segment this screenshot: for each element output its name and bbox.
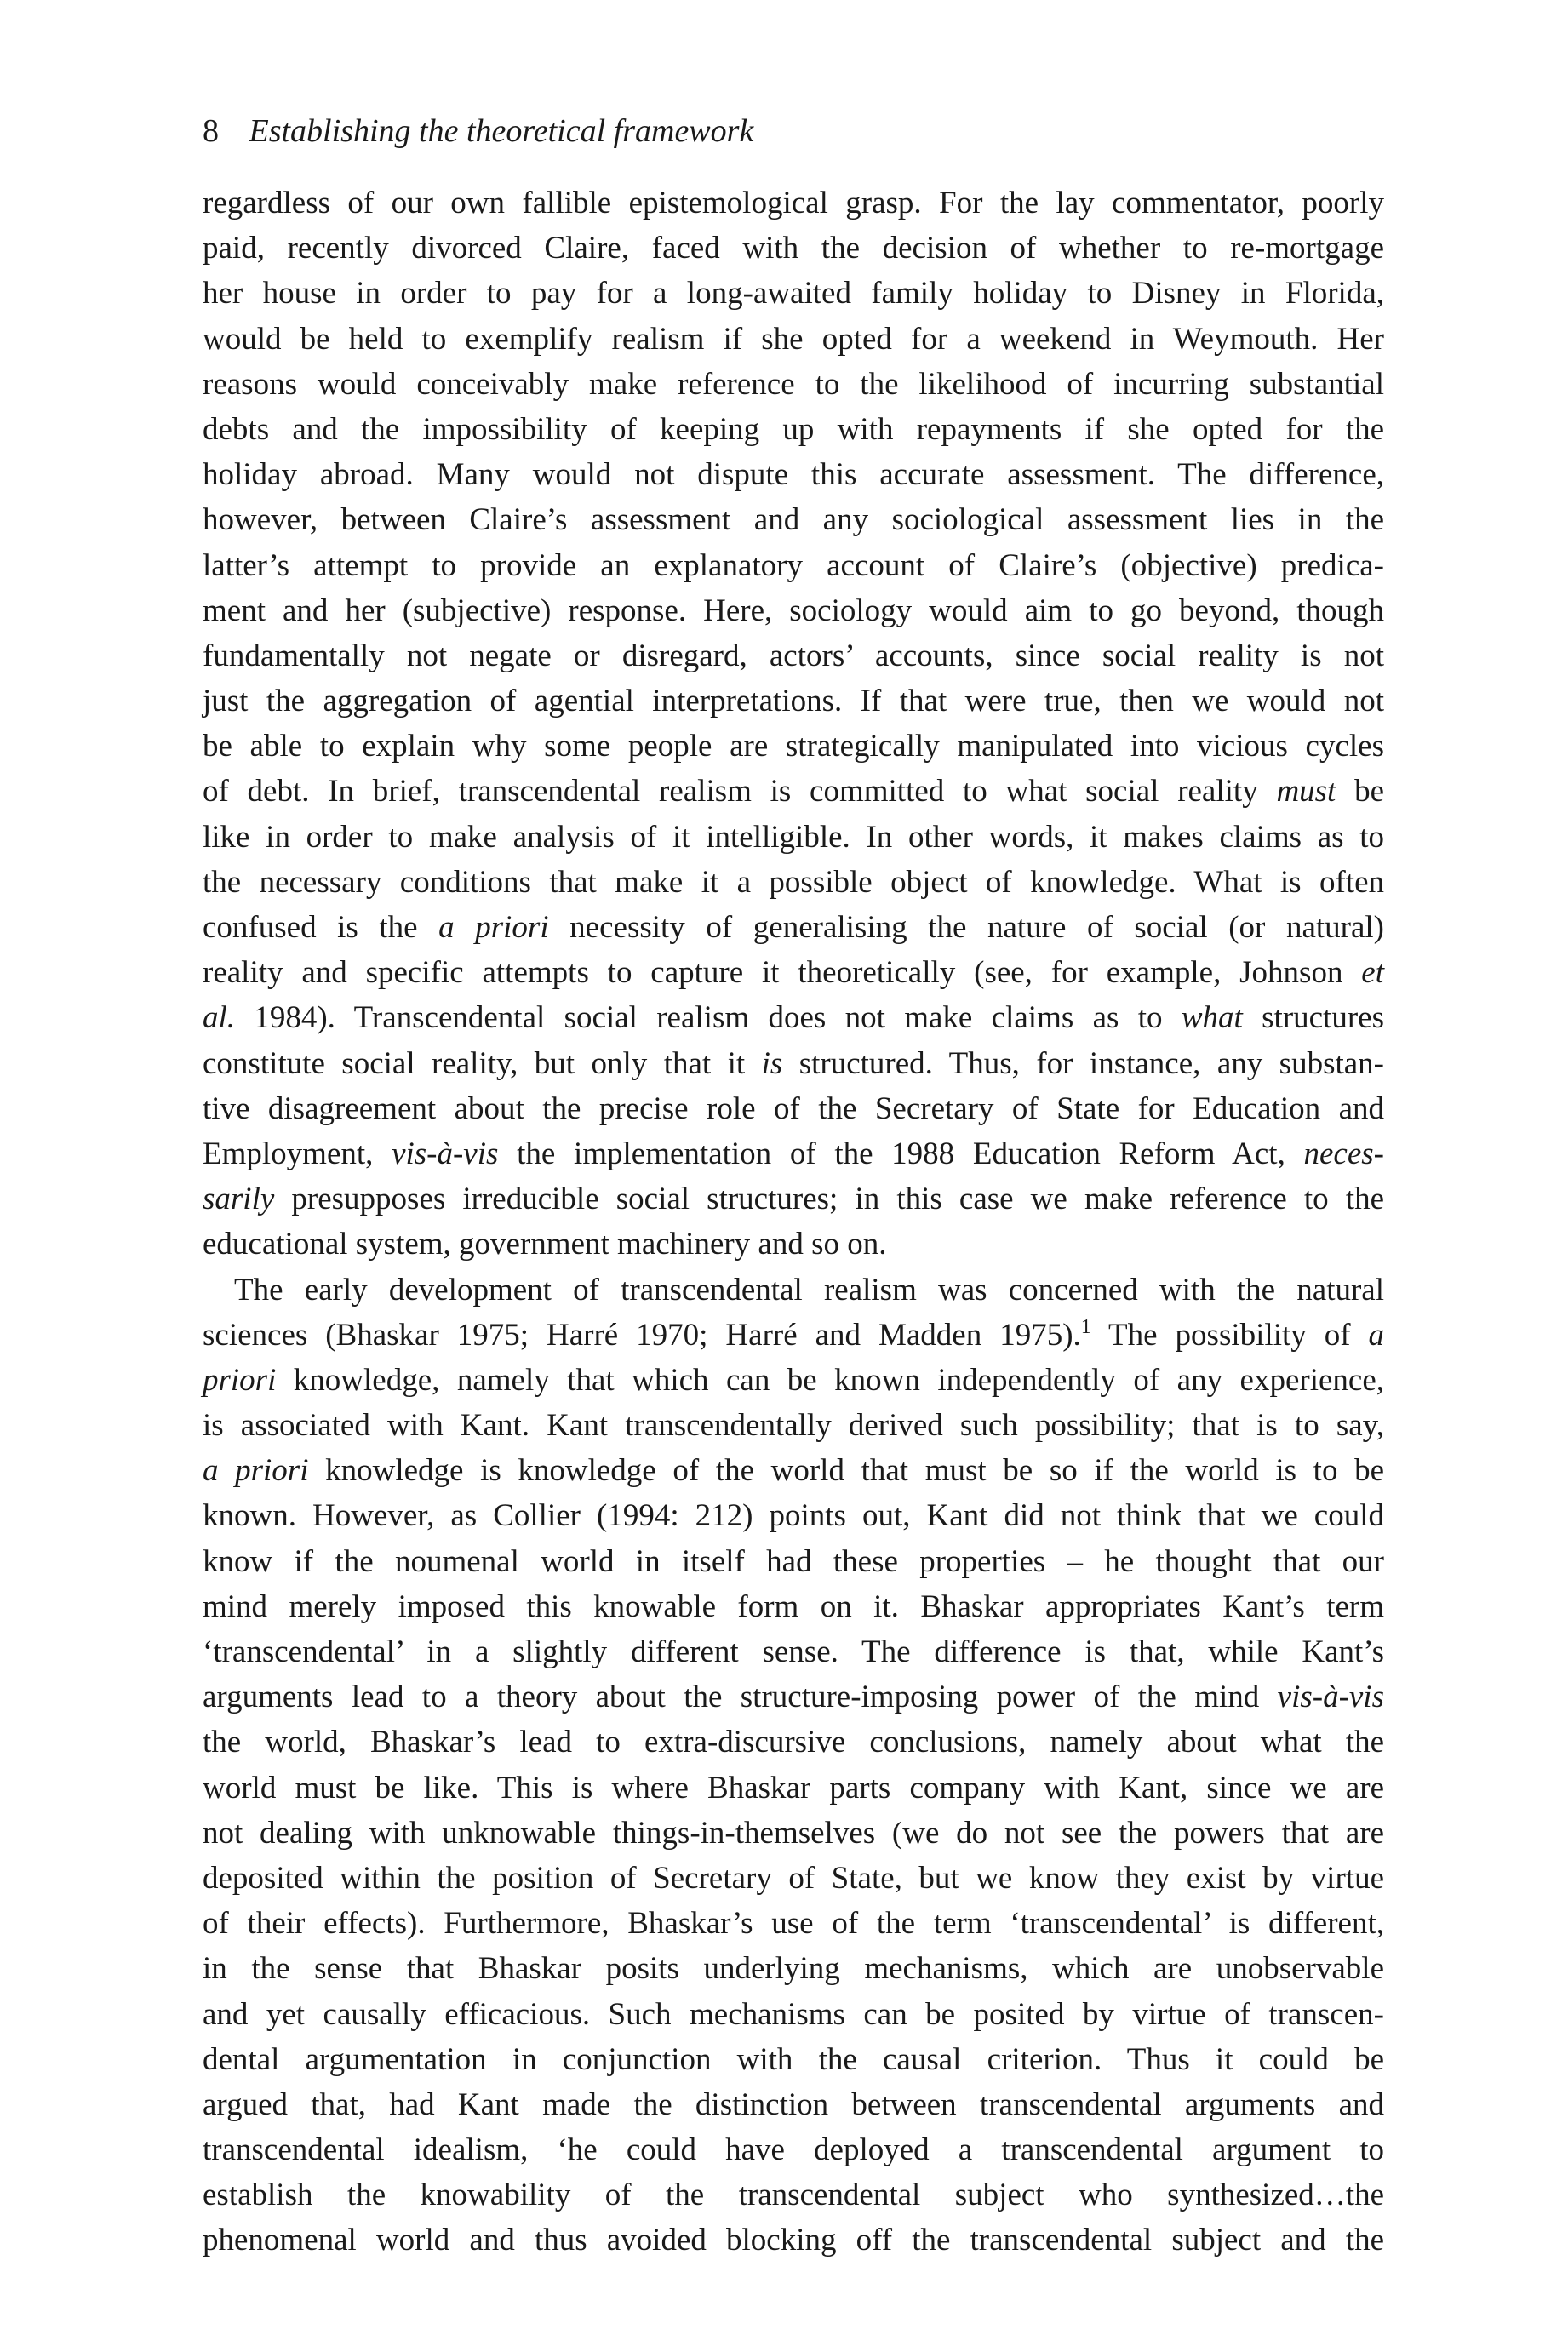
text-run: Employment, — [203, 1136, 392, 1171]
text-run: confused is the — [203, 910, 439, 945]
text-run: regardless of our own fallible epistemological grasp. For the lay commentator, poorly — [203, 186, 1384, 220]
text-run: necessity of generalising the nature of social (or natural) — [548, 910, 1385, 945]
italic-text: neces- — [1303, 1136, 1384, 1171]
text-line — [203, 2037, 1384, 2082]
italic-text: vis-à-vis — [392, 1136, 499, 1171]
text-run: world must be like. This is where Bhaskar parts company with Kant, since we are — [203, 1770, 1384, 1805]
text-run: knowledge, namely that which can be known independently of any experience, — [276, 1362, 1384, 1398]
text-line — [203, 724, 1384, 769]
text-line — [203, 588, 1384, 633]
text-line — [203, 1720, 1384, 1765]
text-line — [203, 1856, 1384, 1901]
text-run: transcendental idealism, ‘he could have deployed a transcendental argument to — [203, 2132, 1384, 2168]
text-run: the world, Bhaskar’s lead to extra-discursive conclusions, namely about what the — [203, 1725, 1384, 1760]
text-run: arguments lead to a theory about the structure-imposing power of the mind — [203, 1680, 1278, 1715]
text-line — [203, 995, 1384, 1040]
italic-text: a — [1368, 1317, 1384, 1353]
text-run: just the aggregation of agential interpretations. If that were true, then we would not — [203, 684, 1384, 719]
text-run: debts and the impossibility of keeping up with repayments if she opted for the — [203, 411, 1384, 447]
text-line — [203, 1901, 1384, 1946]
text-line — [203, 633, 1384, 678]
text-run: establish the knowability of the transcendental subject who synthesized…the — [203, 2177, 1384, 2213]
text-line — [203, 1041, 1384, 1086]
page-number: 8 — [203, 113, 219, 149]
text-run: the necessary conditions that make it a possible object of knowledge. What is often — [203, 864, 1384, 900]
text-line — [203, 2127, 1384, 2172]
text-run: argued that, had Kant made the distinction between transcendental arguments and — [203, 2086, 1384, 2122]
body-text — [203, 180, 1384, 2263]
text-run: sciences (Bhaskar 1975; Harré 1970; Harré and Madden 1975). — [203, 1317, 1081, 1353]
text-line — [203, 2218, 1384, 2263]
italic-text: a priori — [203, 1453, 309, 1489]
text-run: educational system, government machinery and so on. — [203, 1227, 887, 1262]
text-line — [203, 678, 1384, 724]
text-line — [203, 1539, 1384, 1584]
text-line — [203, 1222, 1384, 1267]
text-line — [203, 1086, 1384, 1131]
text-run: reality and specific attempts to capture it theoretically (see, for example, Johnson — [203, 955, 1362, 991]
text-run: known. However, as Collier (1994: 212) points out, Kant did not think that we could — [203, 1498, 1384, 1534]
text-line — [203, 543, 1384, 588]
footnote-marker: 1 — [1080, 1315, 1091, 1338]
text-run: structures — [1242, 1000, 1384, 1036]
text-run: knowledge is knowledge of the world that must be so if the world is to be — [308, 1453, 1384, 1489]
text-line — [203, 1765, 1384, 1811]
text-run: 1984). Transcendental social realism does not make claims as to — [235, 1000, 1182, 1036]
italic-text: a priori — [438, 910, 549, 945]
text-run: constitute social reality, but only that it — [203, 1045, 762, 1081]
text-line — [203, 1946, 1384, 1991]
italic-text: priori — [203, 1362, 277, 1398]
text-line — [203, 1448, 1384, 1493]
text-run: The early development of transcendental realism was concerned with the natural — [234, 1272, 1384, 1308]
text-line — [203, 1131, 1384, 1176]
text-run: like in order to make analysis of it intelligible. In other words, it makes claims as to — [203, 819, 1384, 855]
text-run: and yet causally efficacious. Such mechanisms can be posited by virtue of transcen- — [203, 1996, 1384, 2032]
text-run: latter’s attempt to provide an explanatory account of Claire’s (objective) predica- — [203, 547, 1384, 583]
text-run: ment and her (subjective) response. Here, sociology would aim to go beyond, though — [203, 592, 1384, 628]
text-run: tive disagreement about the precise role of the Secretary of State for Education and — [203, 1090, 1384, 1126]
text-line — [203, 1584, 1384, 1629]
italic-text: what — [1181, 1000, 1243, 1036]
italic-text: et — [1361, 955, 1384, 991]
italic-text: is — [761, 1045, 783, 1081]
text-line — [203, 2082, 1384, 2127]
text-run: of debt. In brief, transcendental realism is committed to what social reality — [203, 774, 1277, 810]
text-run: mind merely imposed this knowable form on it. Bhaskar appropriates Kant’s term — [203, 1588, 1384, 1624]
text-run: fundamentally not negate or disregard, actors’ accounts, since social reality is not — [203, 638, 1384, 673]
running-header — [203, 109, 753, 153]
text-line — [203, 1313, 1384, 1358]
text-run: deposited within the position of Secretary of State, but we know they exist by virtue — [203, 1860, 1384, 1896]
text-run: in the sense that Bhaskar posits underlying mechanisms, which are unobservable — [203, 1951, 1384, 1987]
text-line — [203, 769, 1384, 814]
text-line — [203, 226, 1384, 271]
text-run: structured. Thus, for instance, any substan- — [782, 1045, 1384, 1081]
text-line — [203, 815, 1384, 860]
text-run: know if the noumenal world in itself had these properties – he thought that our — [203, 1543, 1384, 1579]
text-run: however, between Claire’s assessment and any sociological assessment lies in the — [203, 502, 1384, 538]
text-line — [203, 1176, 1384, 1222]
text-run: the implementation of the 1988 Education Reform Act, — [498, 1136, 1304, 1171]
text-run: not dealing with unknowable things-in-themselves (we do not see the powers that are — [203, 1815, 1384, 1851]
text-run: paid, recently divorced Claire, faced with the decision of whether to re-mortgage — [203, 231, 1384, 266]
text-run: The possibility of — [1090, 1317, 1369, 1353]
text-line — [203, 317, 1384, 362]
text-run: ‘transcendental’ in a slightly different sense. The difference is that, while Kant’s — [203, 1634, 1384, 1669]
text-line — [203, 950, 1384, 995]
text-run: reasons would conceivably make reference to the likelihood of incurring substantial — [203, 366, 1384, 402]
text-run: would be held to exemplify realism if she opted for a weekend in Weymouth. Her — [203, 321, 1384, 357]
italic-text: sarily — [203, 1182, 275, 1217]
text-run: presupposes irreducible social structures; in this case we make reference to the — [274, 1182, 1384, 1217]
text-line — [203, 1674, 1384, 1720]
text-run: dental argumentation in conjunction with the causal criterion. Thus it could be — [203, 2041, 1384, 2077]
text-line — [203, 2172, 1384, 2218]
text-line — [203, 1403, 1384, 1448]
text-line — [203, 1268, 1384, 1313]
text-line — [203, 407, 1384, 452]
text-line — [203, 1992, 1384, 2037]
text-line — [203, 1358, 1384, 1403]
italic-text: vis-à-vis — [1277, 1680, 1384, 1715]
text-line — [203, 452, 1384, 497]
text-line — [203, 362, 1384, 407]
text-run: is associated with Kant. Kant transcendentally derived such possibility; that is to say, — [203, 1408, 1384, 1444]
text-run: be able to explain why some people are strategically manipulated into vicious cycles — [203, 729, 1384, 764]
text-run: phenomenal world and thus avoided blocking off the transcendental subject and the — [203, 2223, 1384, 2258]
text-line — [203, 1629, 1384, 1674]
text-run: of their effects). Furthermore, Bhaskar’s use of the term ‘transcendental’ is different, — [203, 1906, 1384, 1942]
text-run: holiday abroad. Many would not dispute this accurate assessment. The difference, — [203, 457, 1384, 493]
running-title: Establishing the theoretical framework — [249, 113, 754, 149]
text-line — [203, 497, 1384, 542]
text-line — [203, 180, 1384, 226]
text-run: her house in order to pay for a long-awaited family holiday to Disney in Florida, — [203, 276, 1384, 312]
text-line — [203, 905, 1384, 950]
italic-text: al. — [203, 1000, 236, 1036]
text-run: be — [1336, 774, 1384, 810]
text-line — [203, 1811, 1384, 1856]
italic-text: must — [1276, 774, 1336, 810]
text-line — [203, 860, 1384, 905]
text-line — [203, 271, 1384, 316]
text-line — [203, 1493, 1384, 1538]
